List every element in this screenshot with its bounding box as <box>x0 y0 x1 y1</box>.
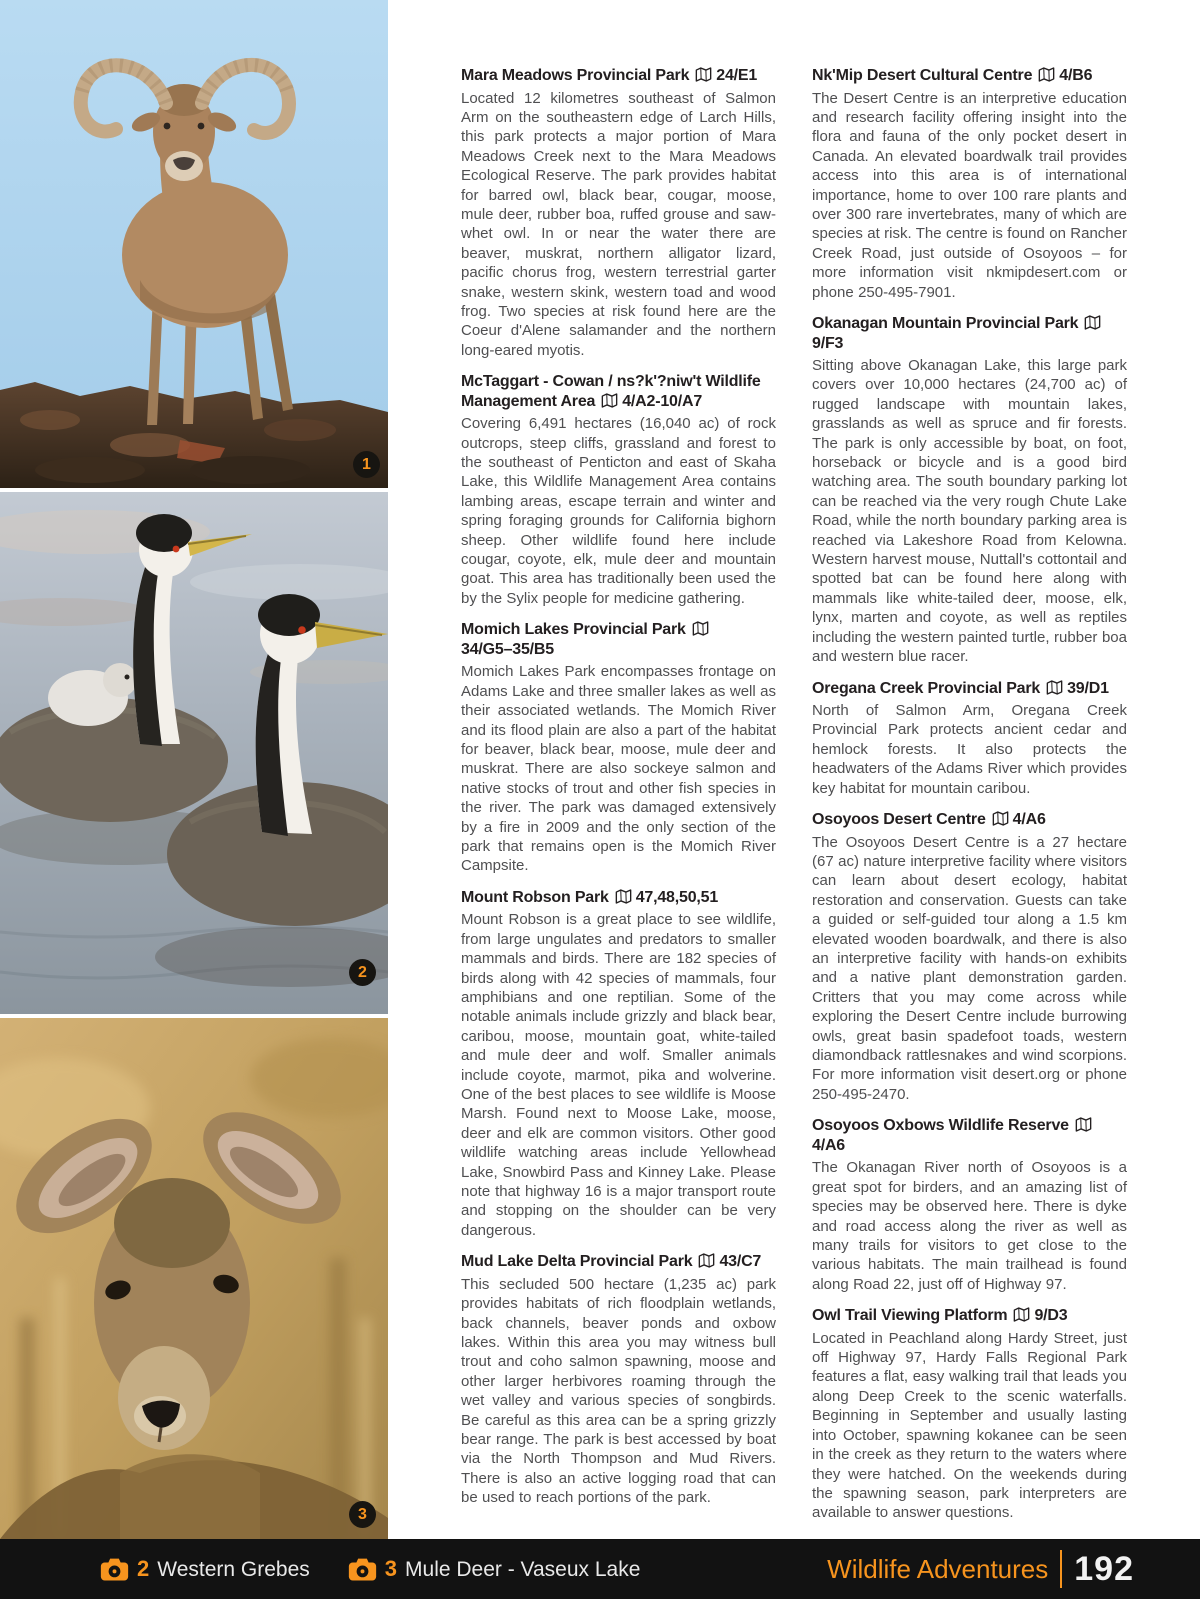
map-reference: 4/B6 <box>1059 67 1093 84</box>
park-title: Mud Lake Delta Provincial Park <box>461 1253 693 1271</box>
western-grebes-illustration <box>0 492 388 1014</box>
park-description: The Osoyoos Desert Centre is a 27 hectare (67 ac) nature interpretive facility where visitors can learn about desert ecology, habitat restoration and conservation. Guests can take a guided or self-guided tour along a 1.5 km elevated wooden boardwalk, and there is also an interpretive facility with hands-on exhibits and a native plant demonstration garden. Critters that you may come across while exploring the Desert Centre include burrowing owls, great basin spadefoot toads, western diamondback rattlesnakes and wind scorpions. For more information visit desert.org or phone 250-495-2470. <box>812 833 1127 1103</box>
chapter-title: Wildlife Adventures <box>827 1554 1049 1584</box>
park-description: North of Salmon Arm, Oregana Creek Provincial Park protects ancient cedar and hemlock forests. It also protects the headwaters of the Adams River which provides key habitat for mountain caribou. <box>812 702 1127 797</box>
park-section-osoyoos-oxbows <box>812 1116 1127 1294</box>
park-heading <box>812 314 1127 353</box>
map-reference: 4/A6 <box>812 1136 845 1154</box>
park-description: Covering 6,491 hectares (16,040 ac) of rock outcrops, steep cliffs, grassland and forest to the southeast of Penticton and east of Skaha Lake, this Wildlife Management Area contains lambing areas, escape terrain and winter and spring foraging grounds for California bighorn sheep. Other wildlife found here include cougar, coyote, elk, mule deer and mountain goat. This area has traditionally been used the by the Sylix people for medicine gathering. <box>461 415 776 607</box>
photo-bighorn-sheep <box>0 0 388 488</box>
map-icon <box>1038 67 1055 82</box>
map-icon <box>698 1253 715 1268</box>
map-reference: 4/A6 <box>1012 811 1046 829</box>
caption-mule-deer <box>348 1557 641 1581</box>
caption-number: 3 <box>384 1556 398 1581</box>
map-reference: 43/C7 <box>719 1253 762 1271</box>
caption-western-grebes <box>100 1557 310 1581</box>
park-title: McTaggart - Cowan / ns?k'?niw't Wildlife Management Area <box>461 373 761 410</box>
park-description: The Desert Centre is an interpretive education and research facility offering insight into the flora and fauna of the only pocket desert in Canada. An elevated boardwalk trail provides access into this area is of international importance, home to over 100 rare plants and over 300 rare invertebrates, many of which are species at risk. The centre is found on Rancher Creek Road, just outside of Osoyoos – for more information visit nkmipdesert.com or phone 250-495-7901. <box>812 89 1127 301</box>
caption-label: Mule Deer - Vaseux Lake <box>405 1557 641 1581</box>
photo-number-badge: 2 <box>349 959 376 986</box>
park-description: Located 12 kilometres southeast of Salmon Arm on the southeastern edge of Larch Hills, this park protects a major portion of Mara Meadows Creek next to the Mara Meadows Ecological Reserve. The park provides habitat for barred owl, black bear, cougar, moose, mule deer, rubber boa, ruffed grouse and saw-whet owl. In or near the water there are beaver, muskrat, northern alligator lizard, pacific chorus frog, western terrestrial garter snake, western skink, western toad and wood frog. Two species at risk found here are the Coeur d'Alene salamander and the northern long-eared myotis. <box>461 89 776 359</box>
caption-number: 2 <box>137 1556 150 1581</box>
photo-mule-deer <box>0 1018 388 1539</box>
park-section-mara-meadows <box>461 66 776 360</box>
map-reference: 9/F3 <box>812 334 844 352</box>
bighorn-sheep-illustration <box>0 0 388 488</box>
park-heading <box>812 810 1127 830</box>
footer-divider <box>1060 1550 1062 1588</box>
park-section-momich-lakes <box>461 620 776 876</box>
map-icon <box>992 811 1009 826</box>
photo-western-grebes <box>0 492 388 1014</box>
park-section-mount-robson <box>461 888 776 1240</box>
camera-icon <box>100 1557 129 1581</box>
park-heading <box>812 1306 1127 1326</box>
map-icon <box>1046 680 1063 695</box>
page-number: 192 <box>1074 1550 1134 1588</box>
park-description: This secluded 500 hectare (1,235 ac) park provides habitats of rich floodplain wetlands, back channels, beaver ponds and oxbow lakes. Within this area you may witness bull trout and coho salmon spawning, moose and other larger herbivores roaming through the wet valley and various species of songbirds. Be careful as this area can be a spring grizzly bear range. The park is best accessed by boat via the North Thompson and Mud Rivers. There is also an active logging road that can be used to reach portions of the park. <box>461 1275 776 1507</box>
photo-number-badge: 3 <box>349 1501 376 1528</box>
park-heading <box>461 372 776 411</box>
park-heading <box>461 1252 776 1272</box>
park-title: Oregana Creek Provincial Park <box>812 679 1041 697</box>
park-title: Osoyoos Oxbows Wildlife Reserve <box>812 1117 1069 1135</box>
map-icon <box>1084 315 1101 330</box>
map-icon <box>695 67 712 82</box>
park-title: Mount Robson Park <box>461 888 609 906</box>
mule-deer-illustration <box>0 1018 388 1539</box>
park-section-osoyoos-desert-centre <box>812 810 1127 1104</box>
park-section-owl-trail <box>812 1306 1127 1523</box>
map-reference: 24/E1 <box>716 67 758 84</box>
park-title: Okanagan Mountain Provincial Park <box>812 314 1079 332</box>
map-icon <box>615 889 632 904</box>
park-title: Mara Meadows Provincial Park <box>461 67 690 84</box>
park-section-oregana-creek <box>812 679 1127 799</box>
park-description: Mount Robson is a great place to see wildlife, from large ungulates and predators to smaller mammals and birds. There are 182 species of birds along with 42 species of mammals, four amphibians and one reptilian. Some of the notable animals include grizzly and black bear, caribou, moose, mountain goat, white-tailed and mule deer and wolf. Smaller animals include coyote, marmot, pika and wolverine. One of the best places to see wildlife is Moose Marsh. Found next to Moose Lake, moose, deer and elk are common visitors. Other good wildlife watching areas include Yellowhead Lake, Snowbird Pass and Kinney Lake. Please note that highway 16 is a major transport route and stopping on the shoulder can be very dangerous. <box>461 911 776 1239</box>
map-reference: 9/D3 <box>1034 1307 1068 1325</box>
text-column-middle <box>461 66 776 1520</box>
park-description: Sitting above Okanagan Lake, this large park covers over 10,000 hectares (24,700 ac) of rugged landscape with mountain lakes, grasslands as well as spruce and fir forests. The park is only accessible by boat, on foot, horseback or bicycle and is a good bird watching area. The south boundary parking lot can be reached via the very rough Chute Lake Road, while the north boundary parking area is reached via Lakeshore Road from Kelowna. Western harvest mouse, Nuttall's cottontail and spotted bat can be found here along with mammals like white-tailed deer, moose, elk, lynx, marten and coyote, as well as reptiles including the western painted turtle, rubber boa and western blue racer. <box>812 357 1127 666</box>
park-section-okanagan-mountain <box>812 314 1127 667</box>
park-description: The Okanagan River north of Osoyoos is a great spot for birders, and an amazing list of species may be observed here. There is dyke and road access along the river as well as many trails for visitors to get close to the various habitats. The main trailhead is found along Road 22, just off of Highway 97. <box>812 1159 1127 1293</box>
park-section-mud-lake-delta <box>461 1252 776 1507</box>
map-icon <box>1075 1117 1092 1132</box>
map-reference: 39/D1 <box>1067 679 1109 697</box>
park-title: Owl Trail Viewing Platform <box>812 1307 1008 1325</box>
park-title: Nk'Mip Desert Cultural Centre <box>812 67 1033 84</box>
map-icon <box>1013 1307 1030 1322</box>
park-title: Momich Lakes Provincial Park <box>461 621 686 639</box>
park-heading <box>812 66 1127 86</box>
park-section-nkmip-desert <box>812 66 1127 302</box>
park-section-mctaggart-cowan <box>461 372 776 608</box>
map-reference: 4/A2-10/A7 <box>622 392 703 410</box>
park-heading <box>461 66 776 86</box>
map-reference: 47,48,50,51 <box>635 888 719 906</box>
map-reference: 34/G5–35/B5 <box>461 640 554 658</box>
park-heading <box>812 679 1127 699</box>
camera-icon <box>348 1557 377 1581</box>
caption-label: Western Grebes <box>157 1557 310 1581</box>
photo-captions <box>100 1557 640 1581</box>
photo-number-badge: 1 <box>353 451 380 478</box>
park-description: Located in Peachland along Hardy Street, just off Highway 97, Hardy Falls Regional Park features a flat, easy walking trail that leads you along Deep Creek to the scenic waterfalls. Beginning in September and usually lasting into October, spawning kokanee can be seen in the creek as they return to the waters where they were hatched. On the weekends during the spawning season, park interpreters are available to answer questions. <box>812 1329 1127 1522</box>
footer-brand-block <box>827 1539 1134 1599</box>
park-title: Osoyoos Desert Centre <box>812 811 986 829</box>
park-description: Momich Lakes Park encompasses frontage on Adams Lake and three smaller lakes as well as their associated wetlands. The Momich River and its flood plain are also a part of the habitat for beaver, black bear, moose, mule deer and muskrat. There are also sockeye salmon and native stocks of trout and other fish species in the river. The park was damaged extensively by a fire in 2009 and the only section of the park that remains open is the Momich River Campsite. <box>461 663 776 875</box>
map-icon <box>601 393 618 408</box>
page-footer <box>0 1539 1200 1599</box>
park-heading <box>461 888 776 908</box>
park-heading <box>461 620 776 659</box>
text-column-right <box>812 66 1127 1535</box>
map-icon <box>692 621 709 636</box>
park-heading <box>812 1116 1127 1155</box>
